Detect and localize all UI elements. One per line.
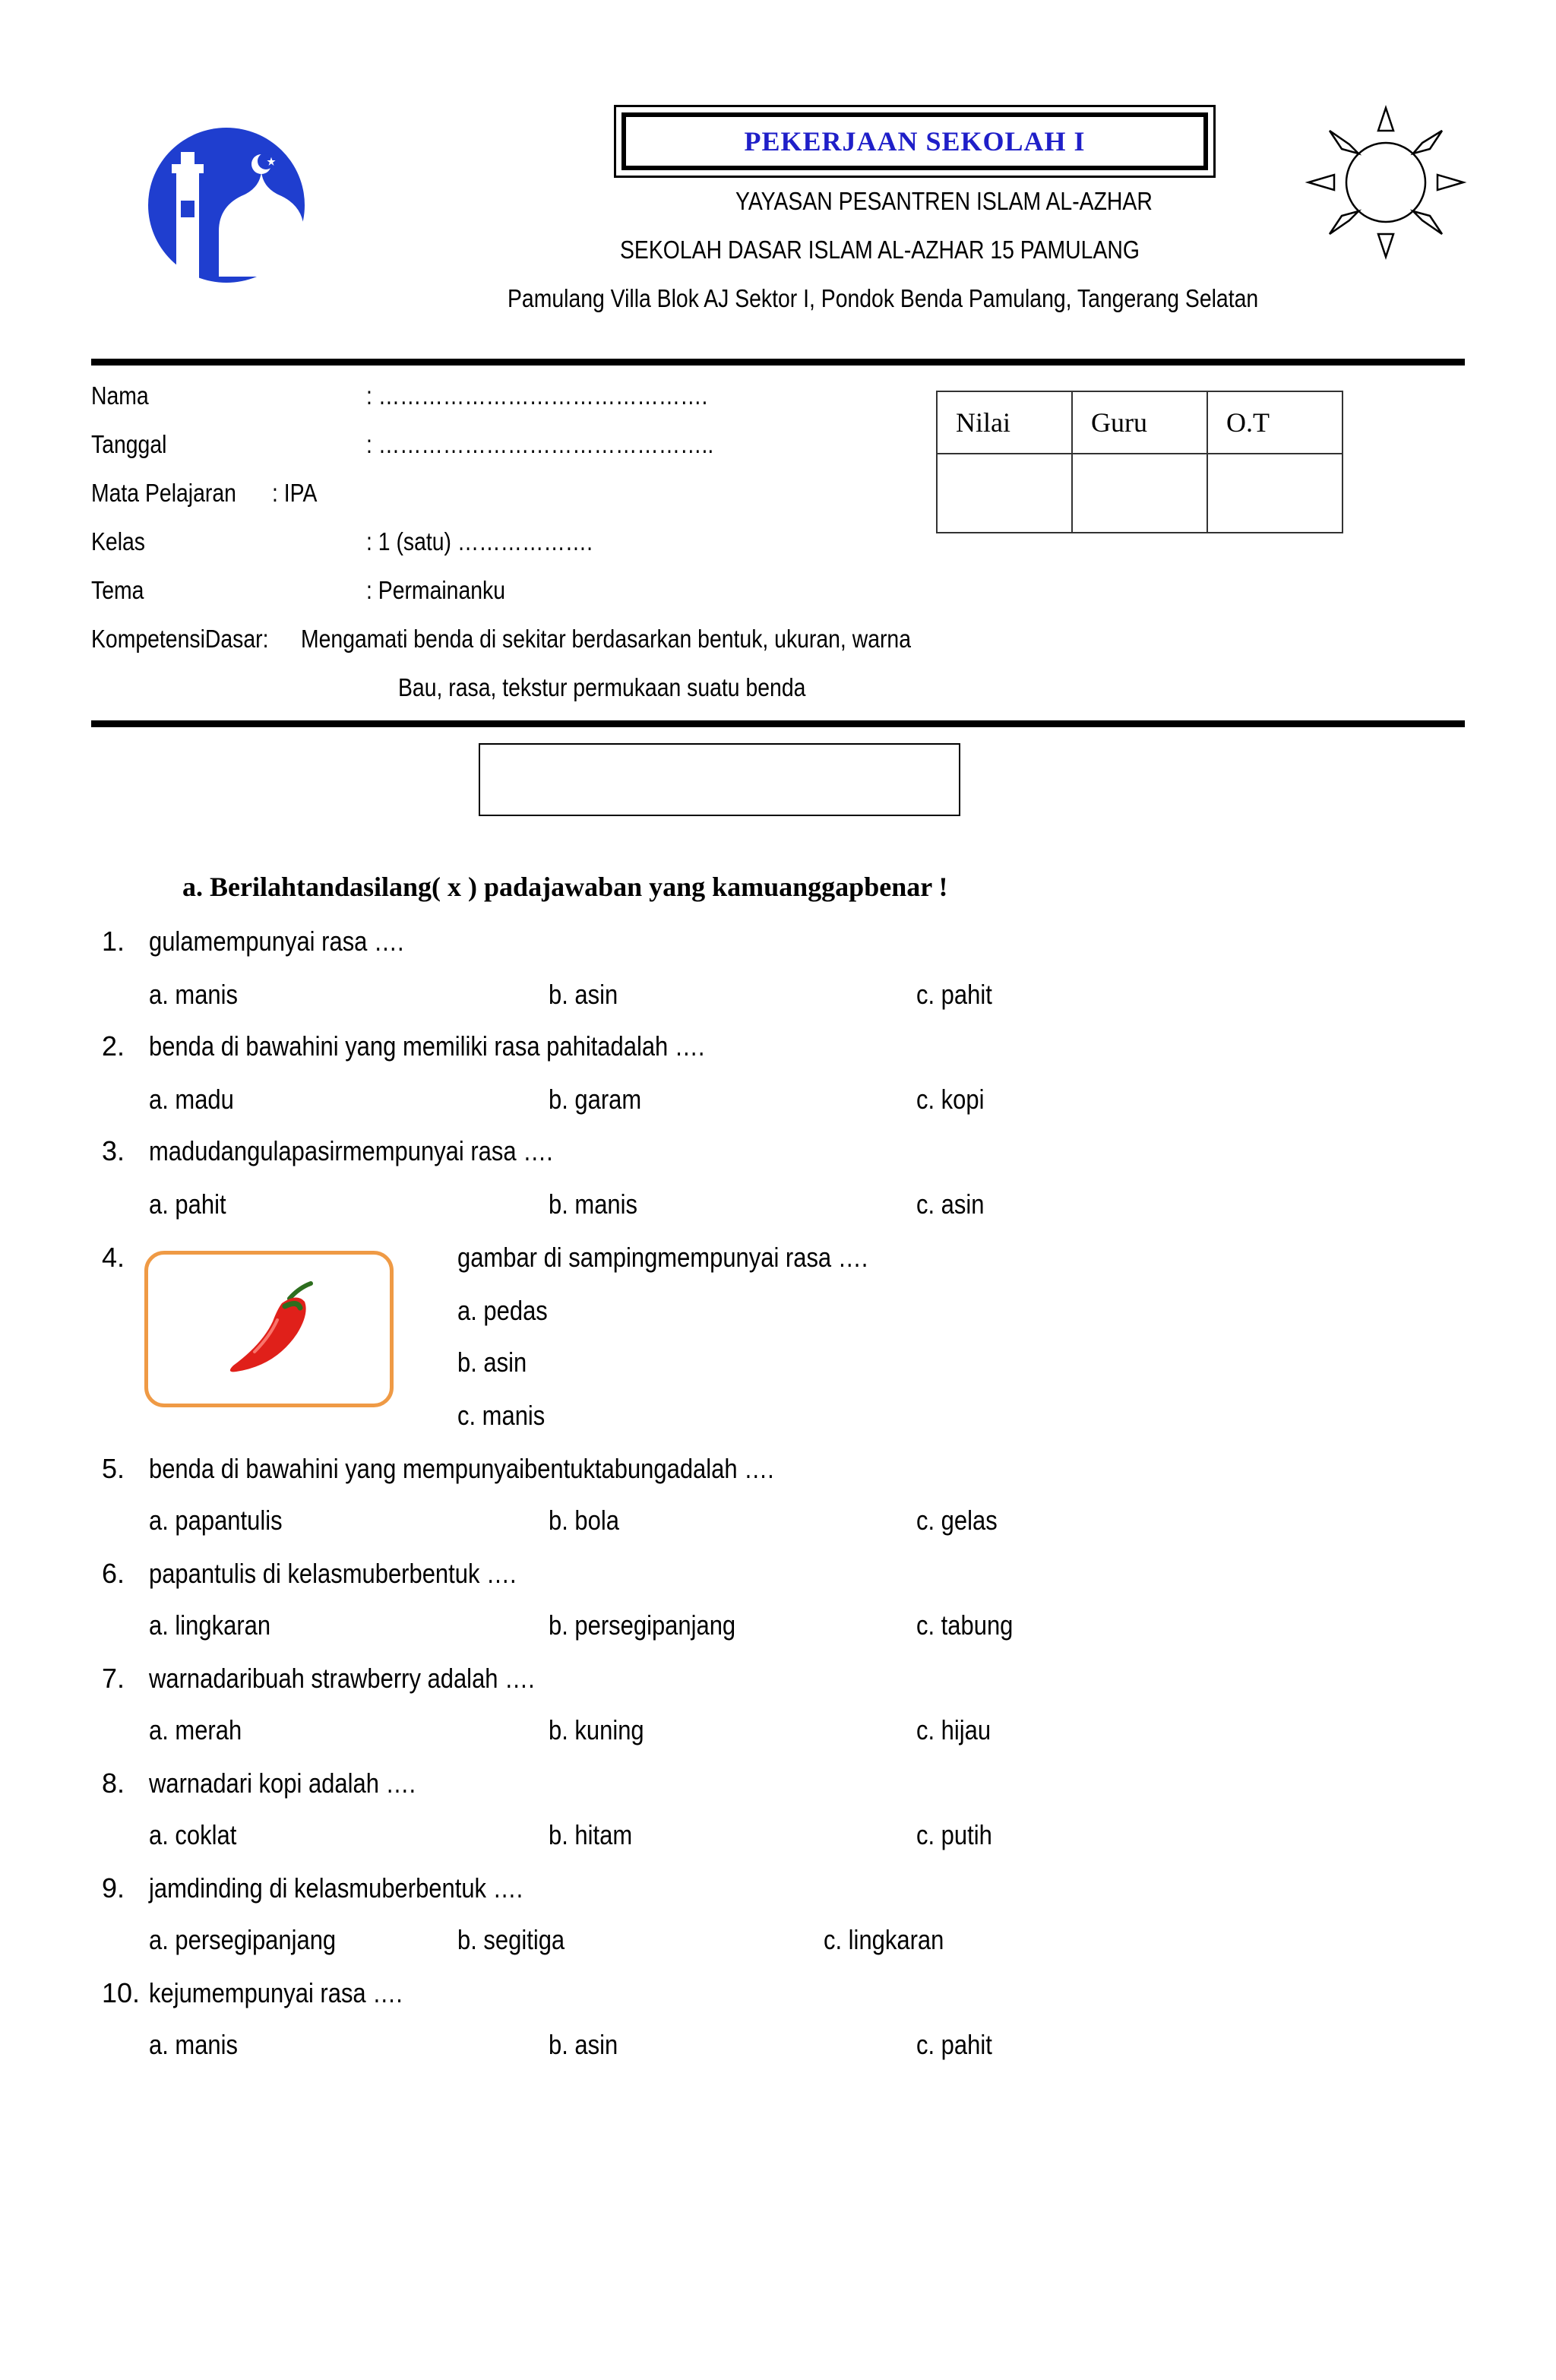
option-2b[interactable]: b. garam <box>549 1084 642 1115</box>
option-3a[interactable]: a. pahit <box>149 1188 226 1220</box>
option-7a[interactable]: a. merah <box>149 1714 242 1745</box>
option-10a[interactable]: a. manis <box>149 2029 239 2060</box>
option-5c[interactable]: c. gelas <box>916 1505 998 1536</box>
question-number: 7. <box>102 1663 125 1694</box>
question-text: warnadari kopi adalah …. <box>149 1768 416 1799</box>
option-2a[interactable]: a. madu <box>149 1084 234 1115</box>
option-6a[interactable]: a. lingkaran <box>149 1609 271 1641</box>
question-4-text: gambar di sampingmempunyai rasa …. <box>457 1242 868 1273</box>
question-number: 9. <box>102 1872 125 1904</box>
score-header-nilai: Nilai <box>937 391 1072 454</box>
question-text: gulamempunyai rasa …. <box>149 926 404 957</box>
pepper-picture-frame <box>144 1251 394 1407</box>
question-number: 1. <box>102 926 125 957</box>
score-header-guru: Guru <box>1072 391 1207 454</box>
option-9a[interactable]: a. persegipanjang <box>149 1924 337 1955</box>
option-10b[interactable]: b. asin <box>549 2029 618 2060</box>
question-number: 3. <box>102 1135 125 1166</box>
option-7c[interactable]: c. hijau <box>916 1714 991 1745</box>
option-2c[interactable]: c. kopi <box>916 1084 985 1115</box>
kd-field-2: Bau, rasa, tekstur permukaan suatu benda <box>398 673 806 701</box>
kelas-label: Kelas <box>91 527 146 555</box>
tema-field: : Permainanku <box>366 576 505 604</box>
option-1c[interactable]: c. pahit <box>916 979 992 1010</box>
option-4b[interactable]: b. asin <box>457 1347 527 1378</box>
option-3b[interactable]: b. manis <box>549 1188 638 1220</box>
option-6c[interactable]: c. tabung <box>916 1609 1014 1641</box>
option-9b[interactable]: b. segitiga <box>457 1924 565 1955</box>
question-text: papantulis di kelasmuberbentuk …. <box>149 1558 517 1589</box>
foundation-name: YAYASAN PESANTREN ISLAM AL-AZHAR <box>735 187 1153 215</box>
option-10c[interactable]: c. pahit <box>916 2029 992 2060</box>
option-4c[interactable]: c. manis <box>457 1400 546 1431</box>
option-9c[interactable]: c. lingkaran <box>824 1924 944 1955</box>
kelas-field: : 1 (satu) ………………. <box>366 527 593 555</box>
option-8a[interactable]: a. coklat <box>149 1819 237 1850</box>
page-title: PEKERJAAN SEKOLAH I <box>744 126 1086 157</box>
option-4a[interactable]: a. pedas <box>457 1295 548 1326</box>
score-cell-guru[interactable] <box>1072 454 1207 533</box>
blank-answer-box[interactable] <box>479 743 960 816</box>
option-3c[interactable]: c. asin <box>916 1188 985 1220</box>
mapel-label: Mata Pelajaran <box>91 479 236 507</box>
school-name: SEKOLAH DASAR ISLAM AL-AZHAR 15 PAMULANG <box>620 236 1140 264</box>
question-number: 2. <box>102 1030 125 1062</box>
option-5a[interactable]: a. papantulis <box>149 1505 283 1536</box>
question-number: 6. <box>102 1558 125 1589</box>
question-text: jamdinding di kelasmuberbentuk …. <box>149 1872 523 1904</box>
option-1a[interactable]: a. manis <box>149 979 239 1010</box>
score-header-ot: O.T <box>1207 391 1343 454</box>
kd-label: KompetensiDasar: <box>91 625 269 653</box>
question-number: 8. <box>102 1768 125 1799</box>
tema-label: Tema <box>91 576 144 604</box>
nama-label: Nama <box>91 381 149 410</box>
tanggal-label: Tanggal <box>91 430 167 458</box>
question-text: benda di bawahini yang memiliki rasa pahitadalah …. <box>149 1030 705 1062</box>
mapel-field: : IPA <box>272 479 318 507</box>
option-6b[interactable]: b. persegipanjang <box>549 1609 736 1641</box>
sun-icon <box>1302 105 1471 261</box>
instruction: a. Berilahtandasilang( x ) padajawaban yang kamuanggapbenar ! <box>182 872 948 902</box>
option-8b[interactable]: b. hitam <box>549 1819 633 1850</box>
option-5b[interactable]: b. bola <box>549 1505 619 1536</box>
question-4-number: 4. <box>102 1242 125 1273</box>
question-number: 10. <box>102 1977 141 2008</box>
question-text: madudangulapasirmempunyai rasa …. <box>149 1135 553 1166</box>
divider-top <box>91 359 1465 366</box>
kd-field: Mengamati benda di sekitar berdasarkan bentuk, ukuran, warna <box>301 625 911 653</box>
question-text: warnadaribuah strawberry adalah …. <box>149 1663 535 1694</box>
divider-bottom <box>91 720 1465 727</box>
question-text: kejumempunyai rasa …. <box>149 1977 403 2008</box>
option-8c[interactable]: c. putih <box>916 1819 992 1850</box>
score-table <box>936 391 1343 533</box>
option-1b[interactable]: b. asin <box>549 979 618 1010</box>
nama-field: : ………………………………………. <box>366 381 708 410</box>
school-address: Pamulang Villa Blok AJ Sektor I, Pondok Benda Pamulang, Tangerang Selatan <box>508 284 1259 312</box>
question-text: benda di bawahini yang mempunyaibentuktabungadalah …. <box>149 1453 774 1484</box>
question-number: 5. <box>102 1453 125 1484</box>
tanggal-field: : ……………………………………….. <box>366 430 714 458</box>
chili-pepper-icon <box>148 1255 390 1404</box>
title-box <box>614 105 1216 178</box>
option-7b[interactable]: b. kuning <box>549 1714 644 1745</box>
score-cell-nilai[interactable] <box>937 454 1072 533</box>
school-logo <box>146 125 307 284</box>
score-cell-ot[interactable] <box>1207 454 1343 533</box>
